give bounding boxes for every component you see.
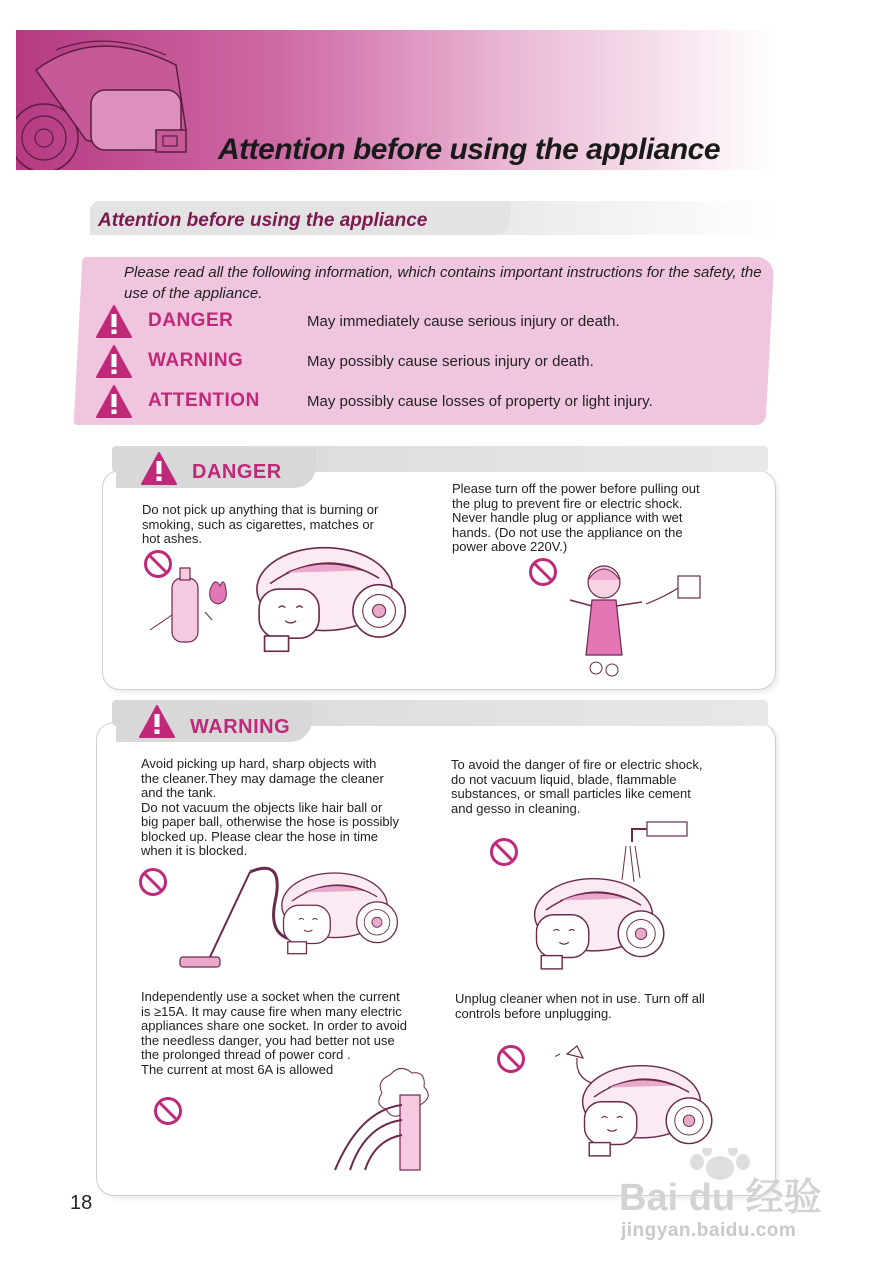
overloaded-socket-illustration: [330, 1065, 440, 1175]
warning-triangle-icon: [96, 344, 132, 380]
vacuum-with-hose-illustration: [175, 862, 405, 982]
legend-intro: Please read all the following information, which contains important instructions for the safety, the use of the appliance.: [124, 264, 762, 302]
prohibited-icon: [153, 1096, 183, 1126]
page-number: 18: [70, 1192, 93, 1214]
legend-row-warning: [96, 344, 756, 380]
legend-desc: May possibly cause losses of property or light injury.: [307, 393, 653, 410]
legend-desc: May immediately cause serious injury or death.: [307, 313, 620, 330]
danger-panel-title: DANGER: [192, 461, 282, 483]
warning-triangle-icon: [138, 451, 180, 487]
page-title: Attention before using the appliance: [218, 133, 721, 166]
section-title: Attention before using the appliance: [98, 210, 428, 231]
prohibited-icon: [528, 557, 558, 587]
vacuum-cleaner-illustration: [245, 540, 415, 660]
warning-bottom-left-text: Independently use a socket when the current is ≥15A. It may cause fire when many electric appliances share one socket. In order to avoid the needless danger, you had better not use the prolonged thread of power cord . The current at most 6A is allowed: [141, 989, 407, 1077]
prohibited-icon: [496, 1044, 526, 1074]
watermark-brand: Bai du 经验: [619, 1177, 822, 1218]
legend-term: DANGER: [148, 310, 234, 331]
legend-row-attention: [96, 384, 756, 420]
warning-triangle-icon: [96, 304, 132, 340]
prohibited-icon: [138, 867, 168, 897]
girl-wet-hands-illustration: [566, 560, 706, 685]
warning-panel-title: WARNING: [190, 716, 291, 738]
legend-term: ATTENTION: [148, 390, 260, 411]
legend-term: WARNING: [148, 350, 244, 371]
legend-row-danger: [96, 304, 756, 340]
warning-bottom-right-text: Unplug cleaner when not in use. Turn off all controls before unplugging.: [455, 991, 705, 1021]
prohibited-icon: [489, 837, 519, 867]
warning-triangle-icon: [96, 384, 132, 420]
water-tap-vacuum-illustration: [522, 812, 697, 982]
warning-top-left-text: Avoid picking up hard, sharp objects with the cleaner.They may damage the cleaner and the tank. Do not vacuum the objects like hair ball or big paper ball, otherwise the hose is possibly blocked up. Please clear the hose in time when it is blocked.: [141, 756, 399, 858]
vacuum-cleaner-illustration: [16, 30, 216, 170]
legend-desc: May possibly cause serious injury or death.: [307, 353, 594, 370]
warning-top-right-text: To avoid the danger of fire or electric shock, do not vacuum liquid, blade, flammable substances, or small particles like cement and gesso in cleaning.: [451, 757, 703, 816]
watermark-url: jingyan.baidu.com: [621, 1220, 797, 1241]
danger-left-text: Do not pick up anything that is burning or smoking, such as cigarettes, matches or hot ashes.: [142, 502, 379, 546]
baidu-paw-logo: [615, 1148, 825, 1218]
warning-triangle-icon: [136, 704, 178, 740]
gas-bottle-fire-illustration: [150, 560, 250, 650]
danger-right-text: Please turn off the power before pulling out the plug to prevent fire or electric shock. Never handle plug or appliance with wet hands. (Do not use the appliance on the power above 220V.): [452, 481, 700, 554]
